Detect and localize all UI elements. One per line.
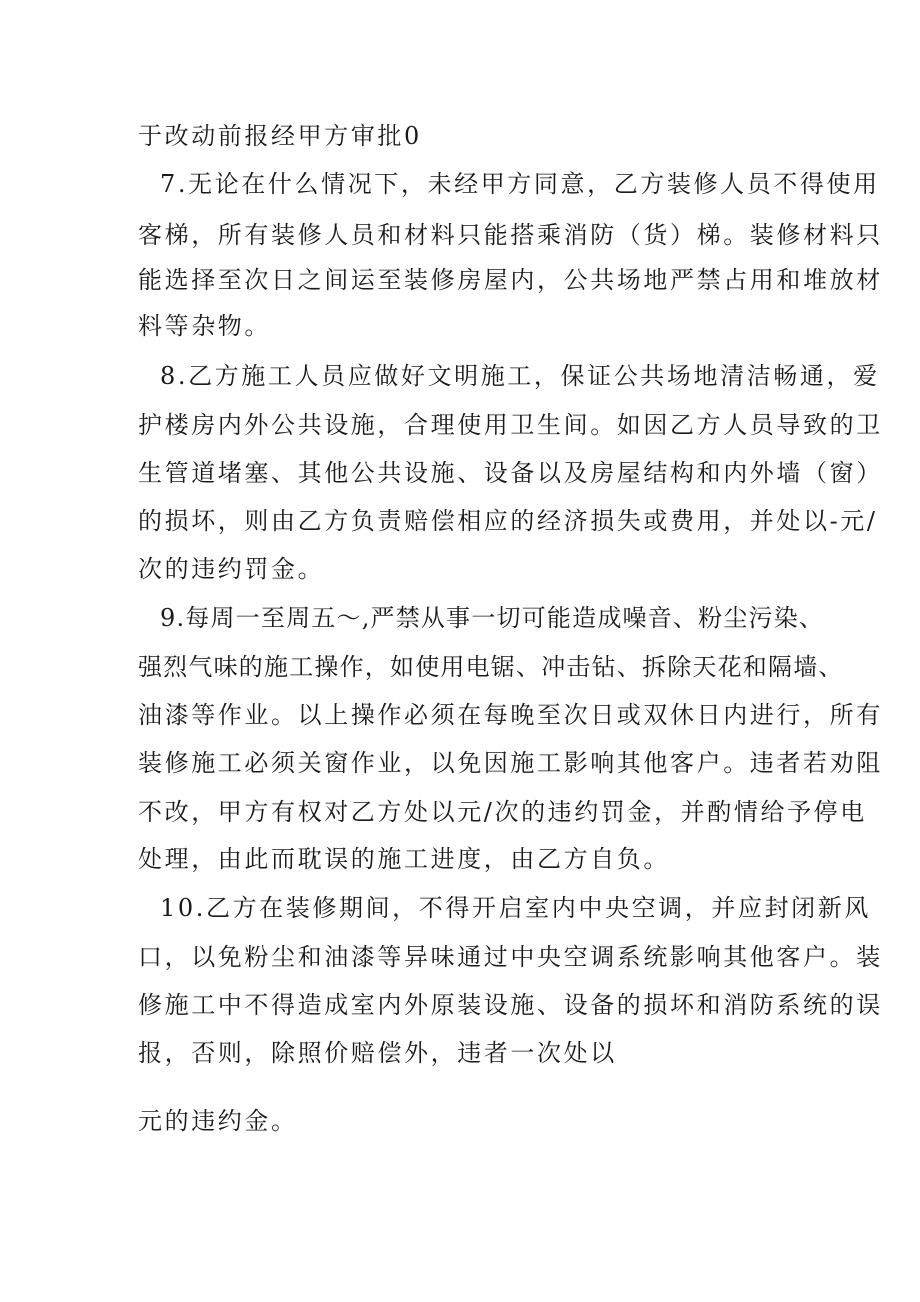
item-8-line-4: 的损坏，则由乙方负责赔偿相应的经济损失或费用，并处以-元/ bbox=[138, 507, 878, 535]
item-9-line-5: 不改，甲方有权对乙方处以元/次的违约罚金，并酌情给予停电 bbox=[138, 798, 867, 826]
item-10-line-5: 元的违约金。 bbox=[138, 1107, 298, 1135]
item-10-line-2: 口，以免粉尘和油漆等异味通过中央空调系统影响其他客户。装 bbox=[138, 943, 883, 971]
item-8-line-3: 生管道堵塞、其他公共设施、设备以及房屋结构和内外墙（窗） bbox=[138, 459, 883, 487]
text-line-1: 于改动前报经甲方审批0 bbox=[138, 122, 422, 150]
item-10-line-3: 修施工中不得造成室内外原装设施、设备的损坏和消防系统的误 bbox=[138, 991, 883, 1019]
item-7-line-4: 料等杂物。 bbox=[138, 312, 271, 340]
item-9-line-1: 9.每周一至周五～,严禁从事一切可能造成噪音、粉尘污染、 bbox=[160, 604, 825, 632]
item-7-line-2: 客梯，所有装修人员和材料只能搭乘消防（货）梯。装修材料只 bbox=[138, 221, 883, 249]
item-9-line-4: 装修施工必须关窗作业，以免因施工影响其他客户。违者若劝阻 bbox=[138, 749, 883, 777]
item-7-line-3: 能选择至次日之间运至装修房屋内，公共场地严禁占用和堆放材 bbox=[138, 266, 883, 294]
item-9-line-2: 强烈气味的施工操作，如使用电锯、冲击钻、拆除天花和隔墙、 bbox=[138, 653, 844, 681]
item-8-line-5: 次的违约罚金。 bbox=[138, 555, 325, 583]
item-8-line-1: 8.乙方施工人员应做好文明施工，保证公共场地清洁畅通，爱 bbox=[160, 362, 880, 390]
item-7-line-1: 7.无论在什么情况下，未经甲方同意，乙方装修人员不得使用 bbox=[160, 170, 880, 198]
item-10-line-1: 10.乙方在装修期间，不得开启室内中央空调，并应封闭新风 bbox=[160, 894, 871, 922]
item-8-line-2: 护楼房内外公共设施，合理使用卫生间。如因乙方人员导致的卫 bbox=[138, 411, 883, 439]
item-9-line-6: 处理，由此而耽误的施工进度，由乙方自负。 bbox=[138, 845, 670, 873]
item-9-line-3: 油漆等作业。以上操作必须在每晚至次日或双休日内进行，所有 bbox=[138, 701, 883, 729]
item-10-line-4: 报，否则，除照价赔偿外，违者一次处以 bbox=[138, 1039, 617, 1067]
